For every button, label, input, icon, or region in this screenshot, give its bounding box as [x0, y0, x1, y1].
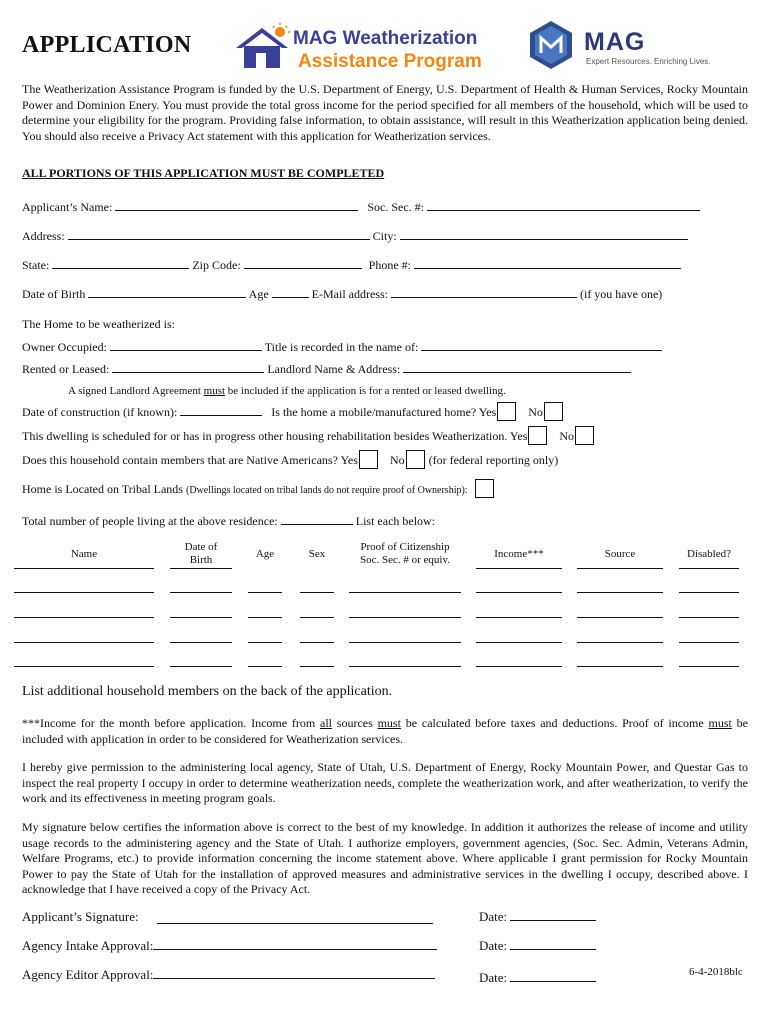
- permission-paragraph: I hereby give permission to the administering local agency, State of Utah, U.S. Department of Energy, Rocky Mountain Power, and Questar Gas to inspect the real property I occupy in order to determine weatherization needs, complete the weatherization work, and after weatherization, to verify the work and its effectiveness in meeting program goals.: [22, 760, 748, 805]
- dob-label: Date of Birth: [22, 287, 86, 301]
- version-code: 6-4-2018blc: [689, 966, 743, 978]
- logo-subtitle: Assistance Program: [298, 51, 482, 72]
- tribal-question: Home is Located on Tribal Lands: [22, 482, 183, 496]
- header-proof-line2: Soc. Sec. # or equiv.: [359, 554, 451, 566]
- house-logo-icon: [232, 22, 292, 72]
- completion-notice: ALL PORTIONS OF THIS APPLICATION MUST BE COMPLETED: [22, 166, 385, 180]
- native-yes-checkbox[interactable]: [359, 450, 378, 469]
- address-field[interactable]: [68, 228, 370, 240]
- email-field[interactable]: [391, 286, 577, 298]
- header-sex: Sex: [308, 548, 326, 560]
- rented-field[interactable]: [112, 361, 264, 373]
- agency-intake-row: [22, 938, 437, 954]
- mag-logo-icon: [528, 20, 574, 70]
- owner-occupied-label: Owner Occupied:: [22, 340, 107, 354]
- income-note: [22, 716, 748, 747]
- address-row: [22, 228, 688, 244]
- owner-row: [22, 339, 662, 355]
- agency-editor-field[interactable]: [153, 967, 435, 979]
- applicant-date-field[interactable]: [510, 909, 596, 921]
- mobile-home-question: Is the home a mobile/manufactured home? Yes: [271, 405, 497, 419]
- home-intro: The Home to be weatherized is:: [22, 317, 175, 331]
- header-dob-line1: Date of: [184, 541, 218, 553]
- income-note-mid1: sources: [332, 716, 378, 730]
- list-each-label: List each below:: [355, 514, 436, 528]
- header-source: Source: [604, 548, 636, 560]
- construction-row: [22, 402, 564, 421]
- zip-label: Zip Code:: [192, 258, 241, 272]
- applicant-signature-field[interactable]: [157, 911, 433, 929]
- editor-date-label: Date:: [479, 970, 508, 985]
- applicant-date-row: [479, 909, 596, 925]
- mag-tagline: Expert Resources. Enriching Lives.: [586, 57, 711, 66]
- rented-label: Rented or Leased:: [22, 362, 110, 376]
- header-proof-line1: Proof of Citizenship: [360, 541, 450, 553]
- additional-members-note: List additional household members on the back of the application.: [22, 684, 393, 699]
- rehab-row: [22, 426, 595, 445]
- landlord-field[interactable]: [403, 361, 631, 373]
- dob-row: [22, 286, 662, 302]
- state-field[interactable]: [52, 257, 189, 269]
- applicant-date-label: Date:: [479, 909, 508, 924]
- total-people-row: [22, 513, 435, 529]
- rehab-question: This dwelling is scheduled for or has in progress other housing rehabilitation besides Weatherization. Yes: [22, 429, 528, 443]
- mag-name: MAG: [584, 28, 646, 56]
- editor-date-field[interactable]: [510, 970, 596, 982]
- mobile-no-checkbox[interactable]: [544, 402, 563, 421]
- native-row: [22, 450, 558, 469]
- federal-note: (for federal reporting only): [428, 453, 559, 467]
- email-label: E-Mail address:: [311, 287, 388, 301]
- phone-field[interactable]: [414, 257, 681, 269]
- income-note-pre: ***Income for the month before application. Income from: [22, 716, 320, 730]
- applicant-signature-label: Applicant’s Signature:: [22, 909, 139, 924]
- table-row[interactable]: [0, 611, 770, 619]
- editor-date-row: [479, 970, 596, 986]
- header-dob: [170, 541, 232, 567]
- native-no-checkbox[interactable]: [406, 450, 425, 469]
- landlord-note-pre: A signed Landlord Agreement: [68, 385, 204, 397]
- landlord-note: [68, 384, 506, 398]
- native-american-question: Does this household contain members that are Native Americans? Yes: [22, 453, 358, 467]
- page-title: APPLICATION: [22, 32, 192, 58]
- applicant-row: [22, 199, 700, 215]
- dob-field[interactable]: [88, 286, 246, 298]
- landlord-note-must: must: [203, 385, 226, 397]
- rented-row: [22, 361, 631, 377]
- email-note: (if you have one): [579, 287, 663, 301]
- zip-field[interactable]: [244, 257, 362, 269]
- income-note-mid2: be calculated before taxes and deductions. Proof of income: [400, 716, 709, 730]
- tribal-note: (Dwellings located on tribal lands do not require proof of Ownership):: [185, 485, 468, 496]
- table-row[interactable]: [0, 660, 770, 668]
- mobile-no-label: No: [528, 405, 543, 419]
- applicant-signature-row: [22, 909, 139, 925]
- logo-title: MAG Weatherization: [293, 28, 478, 49]
- intake-date-label: Date:: [479, 938, 508, 953]
- state-row: [22, 257, 681, 273]
- construction-date-label: Date of construction (if known):: [22, 405, 178, 419]
- income-note-must1: must: [377, 716, 401, 730]
- table-row[interactable]: [0, 636, 770, 644]
- phone-label: Phone #:: [368, 258, 411, 272]
- title-recorded-label: Title is recorded in the name of:: [264, 340, 419, 354]
- tribal-row: [22, 479, 495, 499]
- intro-paragraph: The Weatherization Assistance Program is funded by the U.S. Department of Energy, U.S. Department of Health & Human Services, Rocky Mountain Power and Dominion Enery. You must provide the total gross income for the period specified for all members of the household, which will be used to determine your eligibility for the program. Providing false information, to obtain assistance, will result in this Weatherization application being denied. You should also receive a Privacy Act statement with this application for Weatherization services.: [22, 82, 748, 143]
- landlord-label: Landlord Name & Address:: [267, 362, 401, 376]
- state-label: State:: [22, 258, 50, 272]
- header-age: Age: [255, 548, 275, 560]
- total-people-field[interactable]: [281, 513, 353, 525]
- tribal-checkbox[interactable]: [475, 479, 494, 498]
- table-row[interactable]: [0, 586, 770, 594]
- total-people-label: Total number of people living at the above residence:: [22, 514, 278, 528]
- native-no-label: No: [389, 453, 405, 467]
- mobile-yes-checkbox[interactable]: [497, 402, 516, 421]
- header-disabled: Disabled?: [687, 548, 731, 560]
- city-field[interactable]: [400, 228, 688, 240]
- income-note-must2: must: [708, 716, 732, 730]
- agency-editor-label: Agency Editor Approval:: [22, 967, 154, 982]
- city-label: City:: [372, 229, 397, 243]
- income-note-all: all: [320, 716, 332, 730]
- agency-intake-field[interactable]: [153, 938, 437, 950]
- certification-paragraph: My signature below certifies the information above is correct to the best of my knowledge. In addition it authorizes the release of income and utility usage records to the administering agency and the State of Utah. I authorize employers, government agencies, (Soc. Sec. Admin, Veterans Admin, Welfare Programs, etc.) to provide information concerning the income statement above. Where applicable I grant permission for Rocky Mountain Power to pay the State of Utah for the installation of approved measures and administrative services in the dwelling I occupy, described above. I acknowledge that I have received a copy of the Privacy Act.: [22, 820, 748, 896]
- rehab-no-label: No: [559, 429, 575, 443]
- ssn-label: Soc. Sec. #:: [367, 200, 424, 214]
- header-name: Name: [70, 548, 98, 560]
- age-label: Age: [248, 287, 269, 301]
- address-label: Address:: [22, 229, 65, 243]
- owner-occupied-field[interactable]: [110, 339, 262, 351]
- header-proof: [349, 541, 461, 567]
- intake-date-row: [479, 938, 596, 954]
- household-table: [0, 538, 770, 678]
- agency-editor-row: [22, 967, 435, 983]
- applicant-name-field[interactable]: [115, 199, 358, 211]
- landlord-note-post: be included if the application is for a rented or leased dwelling.: [225, 385, 506, 397]
- rehab-no-checkbox[interactable]: [575, 426, 594, 445]
- income-note-post: be included with application in order to be considered for Weatherization services.: [22, 716, 749, 746]
- agency-intake-label: Agency Intake Approval:: [22, 938, 154, 953]
- rehab-yes-checkbox[interactable]: [528, 426, 547, 445]
- applicant-name-label: Applicant’s Name:: [22, 200, 113, 214]
- ssn-field[interactable]: [427, 199, 700, 211]
- header-dob-line2: Birth: [189, 554, 213, 566]
- title-recorded-field[interactable]: [421, 339, 662, 351]
- intake-date-field[interactable]: [510, 938, 596, 950]
- construction-date-field[interactable]: [180, 404, 262, 416]
- header-income: Income***: [494, 548, 544, 560]
- age-field[interactable]: [272, 286, 309, 298]
